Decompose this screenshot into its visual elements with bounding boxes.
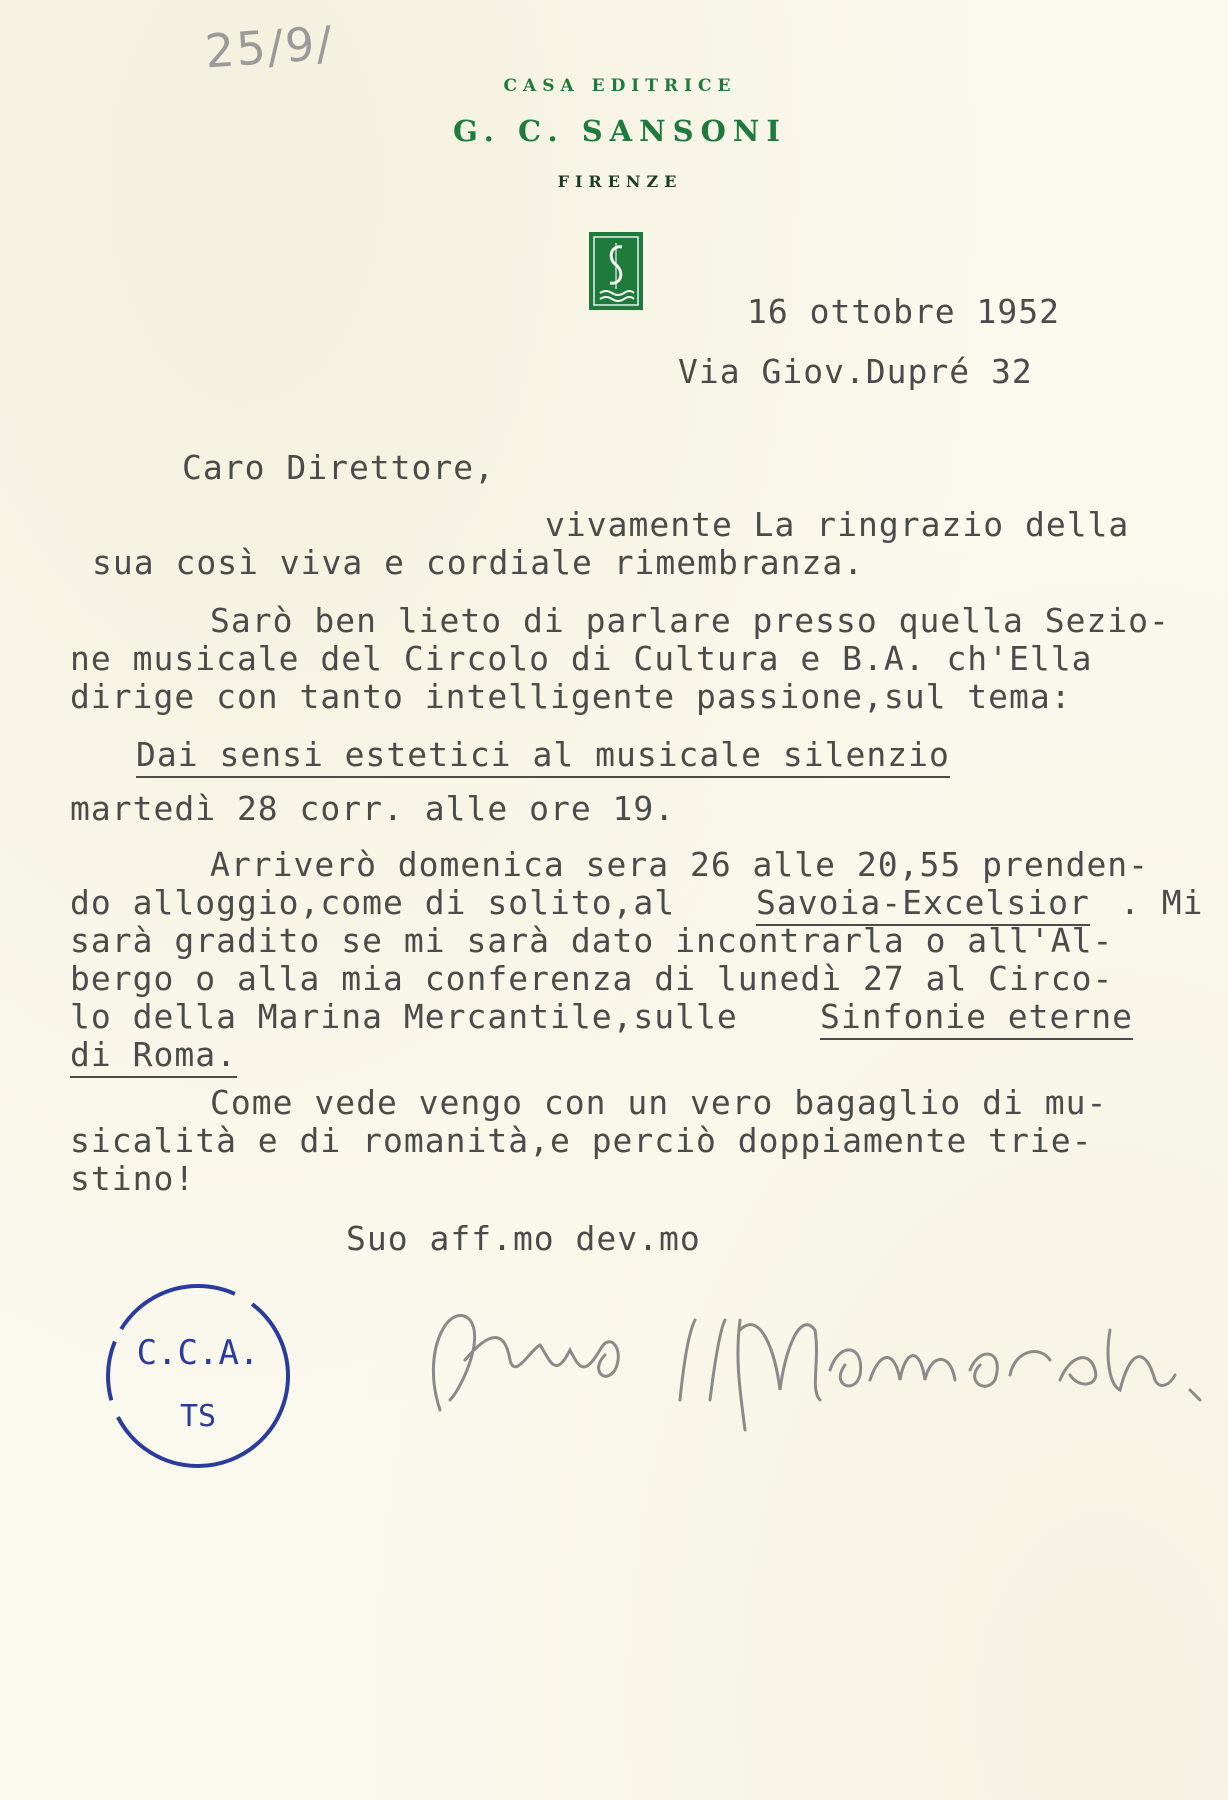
body-line: sarà gradito se mi sarà dato incontrarla o all'Al- (70, 921, 1114, 960)
body-line: stino! (70, 1159, 196, 1198)
body-line: martedì 28 corr. alle ore 19. (70, 789, 676, 828)
body-line: Come vede vengo con un vero bagaglio di mu- (210, 1083, 1108, 1122)
letterhead-publisher-type: CASA EDITRICE (503, 76, 737, 96)
body-line: sicalità e di romanità,e perciò doppiamente trie- (70, 1121, 1093, 1160)
body-line: dirige con tanto intelligente passione,sul tema: (70, 677, 1072, 716)
stamp-line-1: C.C.A. (136, 1333, 260, 1373)
letterhead-city: FIRENZE (557, 172, 683, 191)
body-line: bergo o alla mia conferenza di lunedì 27 al Circo- (70, 959, 1114, 998)
body-line: Sarò ben lieto di parlare presso quella Sezio- (210, 601, 1170, 640)
letter-salutation: Caro Direttore, (182, 448, 496, 487)
hotel-name: Savoia-Excelsior (756, 883, 1090, 926)
body-line: sua così viva e cordiale rimembranza. (92, 543, 865, 582)
handwritten-signature (410, 1290, 1220, 1440)
conference-title: Sinfonie eterne (820, 997, 1133, 1040)
conference-title-end: di Roma. (70, 1035, 237, 1078)
circular-ink-stamp (98, 1276, 298, 1476)
body-line: . Mi (1120, 883, 1204, 922)
sansoni-s-emblem-icon (588, 231, 644, 311)
body-line: ne musicale del Circolo di Cultura e B.A. ch'Ella (70, 639, 1093, 678)
letter-address: Via Giov.Dupré 32 (678, 352, 1033, 391)
letterhead-publisher-name: G. C. SANSONI (453, 114, 787, 148)
stamp-line-2: TS (179, 1399, 217, 1434)
body-line: Arriverò domenica sera 26 alle 20,55 prenden- (210, 845, 1150, 884)
letter-closing: Suo aff.mo dev.mo (346, 1219, 701, 1258)
letter-date: 16 ottobre 1952 (747, 292, 1061, 331)
archive-reference-note: 25/9/ (203, 15, 336, 79)
body-line: do alloggio,come di solito,al (70, 883, 676, 922)
body-line: vivamente La ringrazio della (545, 505, 1130, 544)
lecture-title: Dai sensi estetici al musicale silenzio (136, 735, 950, 778)
body-line: lo della Marina Mercantile,sulle (70, 997, 738, 1036)
